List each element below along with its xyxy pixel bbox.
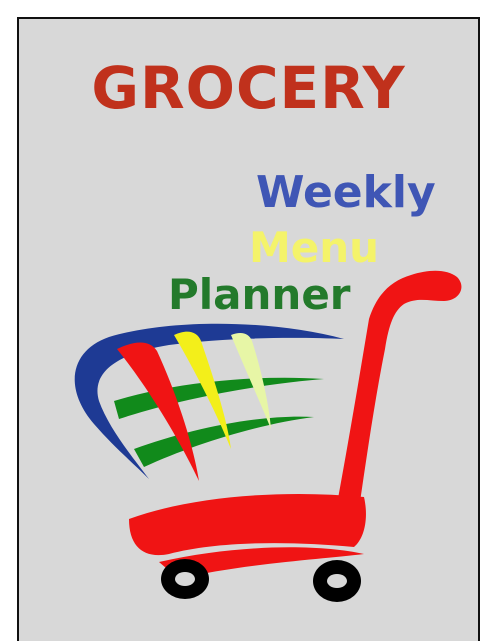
- book-cover: [17, 17, 480, 641]
- subtitle-weekly: Weekly: [256, 167, 436, 218]
- cart-handle: [337, 271, 461, 509]
- cover-title: GROCERY: [91, 54, 406, 122]
- shopping-cart-icon: [19, 19, 478, 641]
- cart-wheel-right: [313, 560, 361, 602]
- cart-base-frame: [129, 494, 366, 555]
- subtitle-menu: Menu: [249, 223, 380, 272]
- cart-wheel-left: [161, 559, 209, 599]
- subtitle-planner: Planner: [168, 270, 351, 319]
